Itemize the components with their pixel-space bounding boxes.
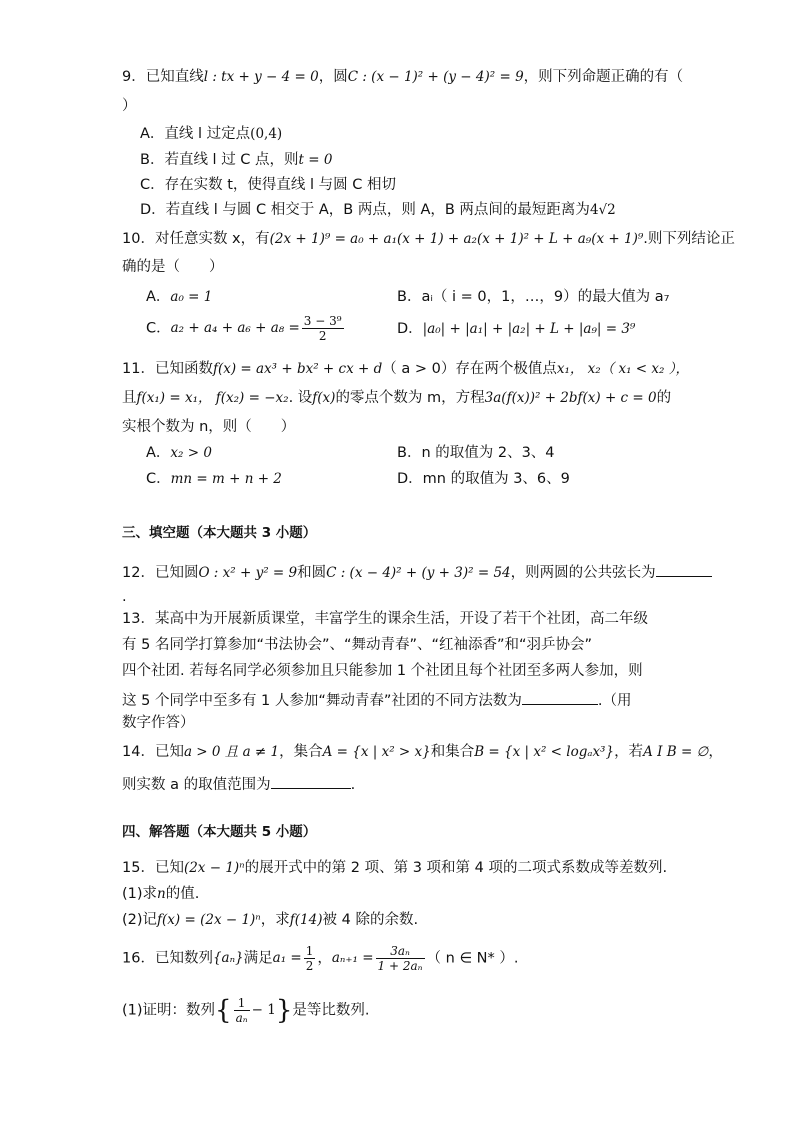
- q16-separator: ，: [317, 950, 332, 967]
- q11-option-b: B．n 的取值为 2、3、4: [397, 445, 555, 461]
- q12-text-a: 12．已知圆: [122, 565, 199, 581]
- q15-part2-math: f(x) = (2x − 1)ⁿ: [157, 912, 261, 928]
- q16-part1-text-b: 是等比数列.: [292, 1002, 370, 1019]
- q16-text-b: 满足: [243, 950, 273, 967]
- q9-option-d: [140, 203, 616, 218]
- q14-text-c: 和集合: [430, 744, 475, 760]
- q13-line4-text: 这 5 个同学中至多有 1 人参加“舞动青春”社团的不同方法数为: [122, 693, 522, 709]
- q10-text-a: 10．对任意实数 x，有: [122, 231, 270, 247]
- q16-recurrence-numerator: 3aₙ: [376, 944, 425, 959]
- q16-recurrence-denominator: 1 + 2aₙ: [377, 959, 423, 973]
- q11-option-c-math: mn = m + n + 2: [170, 471, 282, 487]
- q16-condition: （ n ∈ N* ）.: [426, 950, 519, 967]
- q14-stem: [122, 745, 723, 760]
- section-3-heading: 三、填空题（本大题共 3 小题）: [122, 525, 317, 541]
- q9-option-b-text: B．若直线 l 过 C 点，则: [140, 152, 299, 168]
- section-4-heading: 四、解答题（本大题共 5 小题）: [122, 824, 317, 840]
- q10-text-b: .则下列结论正: [643, 231, 735, 247]
- q11-text-a: 11．已知函数: [122, 361, 213, 377]
- q10-option-c-denominator: 2: [318, 329, 327, 343]
- q9-option-a-text: A．直线 l 过定点: [140, 126, 251, 142]
- q11-stem-line3: 实根个数为 n，则（ ）: [122, 419, 296, 435]
- q16-part1-minus: − 1: [251, 1001, 276, 1018]
- q10-option-a: [146, 290, 212, 305]
- q9-option-d-text: D．若直线 l 与圆 C 相交于 A，B 两点，则 A，B 两点间的最短距离为: [140, 202, 590, 218]
- q11-line2-math2: f(x): [312, 390, 336, 406]
- q10-stem: [122, 232, 735, 247]
- q11-equation: 3a(f(x))² + 2bf(x) + c = 0: [484, 390, 657, 406]
- q10-option-c-numerator: 3 − 3⁹: [303, 314, 342, 328]
- q15-part1-math: n: [157, 886, 166, 902]
- q9-text-c: ，则下列命题正确的有（: [523, 69, 684, 85]
- q11-option-c-label: C．: [146, 471, 171, 487]
- q14-line2-text: 则实数 a 的取值范围为: [122, 777, 271, 793]
- q9-stem: [122, 70, 683, 85]
- q11-line2-c: 的零点个数为 m，方程: [335, 390, 485, 406]
- q10-option-d: [397, 322, 635, 337]
- q10-expansion: (2x + 1)⁹ = a₀ + a₁(x + 1) + a₂(x + 1)² + L + a₉(x + 1)⁹: [269, 231, 644, 247]
- q10-option-a-math: a₀ = 1: [170, 289, 213, 305]
- q12-answer-blank[interactable]: [656, 562, 712, 577]
- q15-part2-text-c: 被 4 除的余数.: [322, 912, 419, 928]
- q9-text-b: ，圆: [318, 69, 348, 85]
- q11-stem: [122, 362, 689, 377]
- q11-text-b: （ a > 0）存在两个极值点: [382, 361, 557, 377]
- q10-option-c-math: a₂ + a₄ + a₆ + a₈ =: [170, 319, 300, 336]
- q12-tail: .: [122, 589, 127, 605]
- q13-answer-blank[interactable]: [522, 690, 598, 705]
- q16-part1: [122, 996, 369, 1025]
- q16-recurrence-fraction: [376, 944, 425, 973]
- q9-line-eq: l : tx + y − 4 = 0: [203, 69, 319, 85]
- q12-text-c: ，则两圆的公共弦长为: [510, 565, 656, 581]
- q10-option-c: [146, 314, 346, 343]
- q11-stem-line2: [122, 391, 671, 406]
- q14-set-a: A = {x | x² > x}: [322, 744, 431, 760]
- q11-option-a-math: x₂ > 0: [170, 445, 212, 461]
- q11-function: f(x) = ax³ + bx² + cx + d: [212, 361, 383, 377]
- q11-line2-math: f(x₁) = x₁， f(x₂) = −x₂: [136, 390, 289, 406]
- q16-a1: a₁ =: [272, 949, 302, 966]
- q14-text-e: ，: [708, 744, 723, 760]
- q11-option-d: D．mn 的取值为 3、6、9: [397, 471, 570, 487]
- q10-option-c-fraction: [302, 314, 344, 343]
- q12-text-b: 和圆: [297, 565, 327, 581]
- q12-circle-o: O : x² + y² = 9: [198, 565, 298, 581]
- q15-part2-math2: f(14): [289, 912, 323, 928]
- q13-line1: 13．某高中为开展新质课堂，丰富学生的课余生活，开设了若干个社团，高二年级: [122, 611, 648, 627]
- q15-part2: [122, 913, 418, 928]
- q16-left-brace: {: [215, 995, 232, 1026]
- q15-text-a: 15．已知: [122, 860, 184, 876]
- q9-circle-eq: C : (x − 1)² + (y − 4)² = 9: [347, 69, 524, 85]
- q14-text-d: ，若: [614, 744, 644, 760]
- q11-line2-d: 的: [656, 390, 672, 406]
- q15-stem: [122, 861, 667, 876]
- q16-stem: [122, 944, 519, 973]
- q9-option-a: [140, 127, 282, 142]
- q9-option-c: C．存在实数 t，使得直线 l 与圆 C 相切: [140, 177, 397, 193]
- q9-stem-close: ）: [122, 98, 137, 114]
- q16-part1-numerator: 1: [234, 996, 250, 1011]
- q9-option-d-math: 4√2: [589, 202, 616, 218]
- q15-part1-text-a: (1)求: [122, 886, 158, 902]
- q15-part2-text-a: (2)记: [122, 912, 158, 928]
- q16-part1-denominator: aₙ: [235, 1011, 248, 1025]
- q11-option-a-label: A．: [146, 445, 171, 461]
- q12-stem: [122, 562, 712, 581]
- q15-part1: [122, 887, 199, 902]
- q15-part1-text-b: 的值.: [165, 886, 200, 902]
- q13-line4-tail: .（用: [597, 693, 632, 709]
- q13-line4: [122, 690, 632, 709]
- q16-a1-numerator: 1: [305, 944, 314, 958]
- q14-answer-blank[interactable]: [271, 774, 351, 789]
- q10-option-d-label: D．: [397, 321, 423, 337]
- q16-sequence: {aₙ}: [212, 949, 244, 966]
- q14-text-a: 14．已知: [122, 744, 184, 760]
- q10-option-b: B．aᵢ（ i = 0，1，…，9）的最大值为 a₇: [397, 289, 670, 305]
- q14-tail: .: [350, 777, 356, 793]
- q14-line2: [122, 774, 355, 793]
- q13-line3: 四个社团. 若每名同学必须参加且只能参加 1 个社团且每个社团至多两人参加，则: [122, 663, 643, 679]
- q11-option-a: [146, 446, 212, 461]
- q16-part1-fraction: [234, 996, 250, 1025]
- q16-recurrence: aₙ₊₁ =: [331, 949, 374, 966]
- q16-right-brace: }: [275, 995, 293, 1026]
- q12-circle-c: C : (x − 4)² + (y + 3)² = 54: [326, 565, 511, 581]
- q10-option-c-label: C．: [146, 320, 171, 337]
- q16-text-a: 16．已知数列: [122, 950, 213, 967]
- q11-extrema: x₁， x₂（ x₁ < x₂ ），: [556, 361, 689, 377]
- q11-option-c: [146, 472, 282, 487]
- q11-line2-a: 且: [122, 390, 137, 406]
- q10-option-a-label: A．: [146, 289, 171, 305]
- q15-text-b: 的展开式中的第 2 项、第 3 项和第 4 项的二项式系数成等差数列.: [244, 860, 668, 876]
- q13-line2: 有 5 名同学打算参加“书法协会”、“舞动青春”、“红袖添香”和“羽乒协会”: [122, 637, 593, 653]
- q14-set-b: B = {x | x² < logₐx³}: [474, 744, 615, 760]
- q16-a1-denominator: 2: [305, 959, 314, 973]
- q9-option-b-math: t = 0: [298, 152, 333, 168]
- q16-part1-text-a: (1)证明：数列: [122, 1002, 216, 1019]
- q11-line2-b: . 设: [288, 390, 313, 406]
- q10-stem-line2: 确的是（ ）: [122, 259, 224, 275]
- q15-binomial: (2x − 1)ⁿ: [183, 860, 245, 876]
- q9-option-b: [140, 153, 332, 168]
- q10-option-d-math: |a₀| + |a₁| + |a₂| + L + |a₉| = 3⁹: [422, 321, 636, 337]
- q14-intersection: A I B = ∅: [643, 744, 709, 760]
- q9-text-a: 9．已知直线: [122, 69, 204, 85]
- q9-option-a-math: (0,4): [250, 126, 283, 142]
- q14-condition-a: a > 0 且 a ≠ 1: [183, 744, 280, 760]
- q15-part2-text-b: ，求: [260, 912, 290, 928]
- q16-a1-fraction: [304, 944, 316, 973]
- q14-text-b: ，集合: [279, 744, 323, 760]
- q13-line5: 数字作答）: [122, 715, 195, 731]
